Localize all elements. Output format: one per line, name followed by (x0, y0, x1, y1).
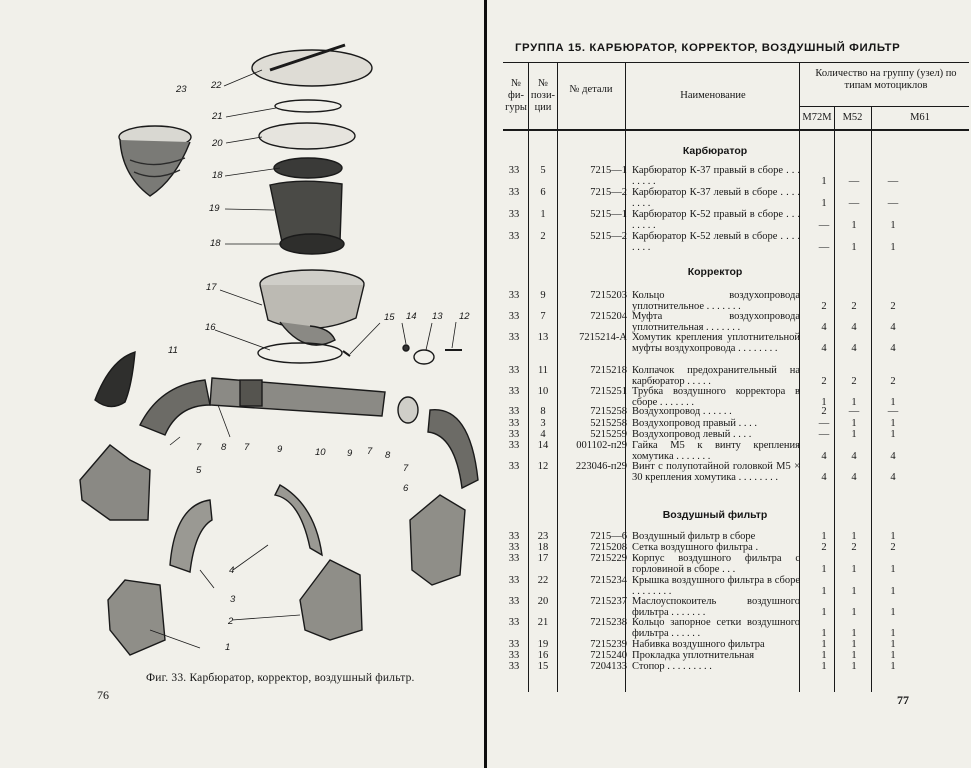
cell-detail-no: 7215214-А (579, 332, 627, 343)
cell-position-no: 16 (537, 650, 549, 661)
cell-qty-m72m: 2 (821, 301, 827, 312)
cell-detail-no: 7215237 (590, 596, 627, 607)
cell-position-no: 4 (540, 429, 546, 440)
cell-figure-no: 33 (508, 575, 520, 586)
table-col-line (528, 62, 529, 692)
oil-damper-illustration (259, 123, 355, 149)
page-number-left: 76 (97, 688, 109, 702)
cell-figure-no: 33 (508, 365, 520, 376)
cell-figure-no: 33 (508, 542, 520, 553)
cell-detail-no: 7215—6 (590, 531, 627, 542)
cell-qty-m61: 1 (890, 607, 896, 618)
cell-qty-m61: 1 (890, 418, 896, 429)
cell-qty-m72m: 1 (821, 586, 827, 597)
air-pipe-right-illustration (170, 500, 212, 572)
cell-qty-m61: 1 (890, 639, 896, 650)
lock-ring-illustration (275, 100, 341, 112)
cell-qty-m72m: — (818, 220, 830, 231)
cell-name: Крышка воздушного фильтра в сборе . . . . . . . . (632, 575, 800, 597)
cell-qty-m72m: 1 (821, 198, 827, 209)
table-rule-qty (799, 106, 969, 107)
stopper-illustration (343, 351, 350, 356)
cell-qty-m61: 4 (890, 451, 896, 462)
cell-qty-m52: 4 (851, 322, 857, 333)
cell-position-no: 10 (537, 386, 549, 397)
cell-detail-no: 7215240 (590, 650, 627, 661)
cell-position-no: 9 (540, 290, 546, 301)
cell-qty-m52: 1 (851, 531, 857, 542)
group-title: ГРУППА 15. КАРБЮРАТОР, КОРРЕКТОР, ВОЗДУШНЫЙ ФИЛЬТР (515, 42, 901, 54)
cell-name: Трубка воздушного корректора в сборе . . . . . . . (632, 386, 800, 408)
cell-position-no: 1 (540, 209, 546, 220)
callout-label: 7 (196, 442, 202, 453)
cell-qty-m61: — (887, 198, 899, 209)
cell-position-no: 3 (540, 418, 546, 429)
table-col-line (557, 62, 558, 692)
cell-position-no: 23 (537, 531, 549, 542)
cell-qty-m52: 1 (851, 220, 857, 231)
cell-name: Прокладка уплотнительная (632, 650, 755, 661)
cell-figure-no: 33 (508, 617, 520, 628)
cell-qty-m72m: 4 (821, 472, 827, 483)
cell-position-no: 2 (540, 231, 546, 242)
cell-figure-no: 33 (508, 290, 520, 301)
cell-name: Маслоуспокоитель воздушного фильтра . . . . . . . (632, 596, 800, 618)
cell-detail-no: 7215238 (590, 617, 627, 628)
cell-qty-m61: 1 (890, 586, 896, 597)
callout-label: 10 (315, 447, 326, 458)
cell-qty-m61: 2 (890, 301, 896, 312)
cell-detail-no: 7215—2 (590, 187, 627, 198)
cell-qty-m72m: 1 (821, 607, 827, 618)
cell-detail-no: 7204133 (590, 661, 627, 672)
cell-qty-m72m: 1 (821, 531, 827, 542)
air-filter-assembly-illustration (119, 126, 191, 196)
cell-figure-no: 33 (508, 639, 520, 650)
cell-name: Воздухопровод левый . . . . (632, 429, 752, 440)
cell-position-no: 14 (537, 440, 549, 451)
cell-qty-m72m: 4 (821, 451, 827, 462)
cell-name: Колпачок предохранительный на карбюратор . . . . . (632, 365, 800, 387)
cell-qty-m72m: 1 (821, 628, 827, 639)
cell-position-no: 12 (537, 461, 549, 472)
cell-detail-no: 7215203 (590, 290, 627, 301)
cell-detail-no: 7215208 (590, 542, 627, 553)
cell-figure-no: 33 (508, 596, 520, 607)
cell-qty-m52: — (848, 406, 860, 417)
cell-qty-m52: 1 (851, 397, 857, 408)
cell-name: Кольцо воздухопровода уплотнительное . . . . . . . (632, 290, 800, 312)
cell-qty-m61: 1 (890, 650, 896, 661)
nut-illustration (403, 345, 409, 351)
cell-position-no: 13 (537, 332, 549, 343)
callout-label: 7 (367, 446, 373, 457)
cell-qty-m61: — (887, 406, 899, 417)
cell-figure-no: 33 (508, 440, 520, 451)
cell-qty-m61: 2 (890, 376, 896, 387)
cell-position-no: 22 (537, 575, 549, 586)
cell-name: Воздушный фильтр в сборе (632, 531, 756, 542)
mesh-bottom-illustration (280, 234, 344, 254)
cell-qty-m72m: — (818, 429, 830, 440)
cell-figure-no: 33 (508, 429, 520, 440)
callout-label: 7 (244, 442, 250, 453)
header-m52: М52 (842, 112, 863, 123)
cell-qty-m72m: 1 (821, 397, 827, 408)
cell-qty-m52: 4 (851, 472, 857, 483)
header-m61: М61 (910, 112, 930, 123)
cell-figure-no: 33 (508, 332, 520, 343)
cap-illustration (95, 352, 135, 407)
clamp-illustration (414, 350, 434, 364)
header-detail-no: № детали (569, 84, 613, 95)
cell-position-no: 18 (537, 542, 549, 553)
cell-position-no: 15 (537, 661, 549, 672)
cell-qty-m52: — (848, 198, 860, 209)
cell-detail-no: 5215—1 (590, 209, 627, 220)
cell-name: Стопор . . . . . . . . . (632, 661, 712, 672)
section-title: Корректор (687, 266, 743, 278)
cell-qty-m72m: — (818, 242, 830, 253)
cell-qty-m61: 1 (890, 564, 896, 575)
cell-qty-m61: 4 (890, 322, 896, 333)
carburetor-illustrations (80, 445, 465, 655)
cell-name: Карбюратор К-52 левый в сборе . . . . . . . . (632, 231, 800, 253)
cell-detail-no: 7215251 (590, 386, 627, 397)
cell-qty-m52: 1 (851, 418, 857, 429)
cell-qty-m52: 1 (851, 650, 857, 661)
callout-label: 17 (206, 282, 217, 293)
callout-label: 4 (229, 565, 235, 576)
callout-label: 18 (212, 170, 223, 181)
cell-qty-m52: 1 (851, 661, 857, 672)
cell-qty-m61: — (887, 176, 899, 187)
cell-name: Корпус воздушного фильтра с горловиной в сборе . . . (632, 553, 800, 575)
cell-qty-m61: 1 (890, 661, 896, 672)
cell-qty-m52: 1 (851, 639, 857, 650)
cell-qty-m52: 4 (851, 343, 857, 354)
callout-label: 22 (211, 80, 222, 91)
cell-position-no: 19 (537, 639, 549, 650)
callout-label: 3 (230, 594, 236, 605)
cell-qty-m61: 4 (890, 343, 896, 354)
table-rule-top (503, 62, 969, 63)
cell-position-no: 6 (540, 187, 546, 198)
cell-detail-no: 5215258 (590, 418, 627, 429)
cell-detail-no: 001102-п29 (576, 440, 627, 451)
cell-detail-no: 7215258 (590, 406, 627, 417)
cell-name: Карбюратор К-37 левый в сборе . . . . . . . . (632, 187, 800, 209)
cell-name: Карбюратор К-37 правый в сборе . . . . . . . . (632, 165, 800, 187)
callout-label: 23 (176, 84, 187, 95)
cell-qty-m61: 1 (890, 429, 896, 440)
cell-position-no: 5 (540, 165, 546, 176)
exploded-view-diagram (0, 0, 484, 768)
callout-label: 11 (168, 345, 178, 356)
cell-detail-no: 7215204 (590, 311, 627, 322)
callout-label: 8 (221, 442, 227, 453)
cell-qty-m52: 2 (851, 542, 857, 553)
cell-qty-m61: 1 (890, 242, 896, 253)
cell-figure-no: 33 (508, 553, 520, 564)
header-figure-no: № фи- гуры (505, 78, 527, 113)
cell-figure-no: 33 (508, 165, 520, 176)
cell-qty-m52: 1 (851, 564, 857, 575)
section-title: Карбюратор (682, 145, 748, 157)
cell-qty-m61: 1 (890, 220, 896, 231)
cell-qty-m52: 2 (851, 376, 857, 387)
cell-qty-m52: 1 (851, 242, 857, 253)
cell-qty-m52: — (848, 176, 860, 187)
cell-figure-no: 33 (508, 406, 520, 417)
cell-position-no: 11 (537, 365, 549, 376)
cell-detail-no: 7215218 (590, 365, 627, 376)
callout-label: 8 (385, 450, 391, 461)
air-pipe-left-illustration (275, 485, 322, 555)
cell-figure-no: 33 (508, 209, 520, 220)
callout-label: 20 (212, 138, 223, 149)
cell-detail-no: 7215234 (590, 575, 627, 586)
cell-position-no: 17 (537, 553, 549, 564)
cell-qty-m72m: 4 (821, 322, 827, 333)
cell-name: Карбюратор К-52 правый в сборе . . . . . . . . (632, 209, 800, 231)
cell-qty-m72m: 1 (821, 564, 827, 575)
cell-name: Гайка М5 к винту крепления хомутика . . . . . . . (632, 440, 800, 462)
cell-qty-m72m: — (818, 418, 830, 429)
cell-name: Сетка воздушного фильтра . (632, 542, 759, 553)
left-page (0, 0, 484, 768)
header-position-no: № пози- ции (530, 78, 556, 113)
cell-position-no: 21 (537, 617, 549, 628)
parts-table (487, 0, 971, 768)
cell-qty-m72m: 1 (821, 639, 827, 650)
cell-qty-m72m: 2 (821, 406, 827, 417)
cell-figure-no: 33 (508, 650, 520, 661)
cell-figure-no: 33 (508, 187, 520, 198)
cell-qty-m61: 1 (890, 531, 896, 542)
cell-detail-no: 7215239 (590, 639, 627, 650)
gasket-illustration (258, 343, 342, 363)
cell-figure-no: 33 (508, 661, 520, 672)
cell-position-no: 20 (537, 596, 549, 607)
callout-label: 21 (212, 111, 223, 122)
cell-name: Воздухопровод правый . . . . (632, 418, 757, 429)
cell-figure-no: 33 (508, 531, 520, 542)
callout-label: 12 (459, 311, 470, 322)
table-rule-header (503, 129, 969, 131)
cell-qty-m52: 1 (851, 607, 857, 618)
callout-label: 15 (384, 312, 395, 323)
cell-qty-m52: 1 (851, 586, 857, 597)
table-col-line (871, 106, 872, 692)
cell-detail-no: 5215259 (590, 429, 627, 440)
cell-position-no: 8 (540, 406, 546, 417)
callout-label: 16 (205, 322, 216, 333)
cell-name: Хомутик крепления уплотнительной муфты воздухопровода . . . . . . . . (632, 332, 800, 354)
cell-qty-m61: 1 (890, 628, 896, 639)
cell-figure-no: 33 (508, 418, 520, 429)
cell-name: Набивка воздушного фильтра (632, 639, 765, 650)
cell-qty-m61: 2 (890, 542, 896, 553)
cell-qty-m72m: 2 (821, 376, 827, 387)
cell-name: Винт с полупотайной головкой М5 × 30 крепления хомутика . . . . . . . . (632, 461, 800, 483)
callout-label: 9 (347, 448, 353, 459)
right-page (487, 0, 971, 768)
cell-figure-no: 33 (508, 461, 520, 472)
callout-label: 2 (228, 616, 234, 627)
cell-detail-no: 7215229 (590, 553, 627, 564)
callout-label: 18 (210, 238, 221, 249)
header-name: Наименование (680, 90, 746, 101)
cell-figure-no: 33 (508, 386, 520, 397)
cell-qty-m61: 4 (890, 472, 896, 483)
cell-qty-m72m: 2 (821, 542, 827, 553)
header-m72m: М72М (802, 112, 832, 123)
callout-label: 7 (403, 463, 409, 474)
cell-detail-no: 7215—1 (590, 165, 627, 176)
cell-qty-m52: 1 (851, 429, 857, 440)
cell-position-no: 7 (540, 311, 546, 322)
callout-label: 13 (432, 311, 443, 322)
callout-label: 5 (196, 465, 202, 476)
filter-body-illustration (260, 270, 364, 345)
figure-caption: Фиг. 33. Карбюратор, корректор, воздушный фильтр. (146, 672, 415, 684)
cell-qty-m72m: 4 (821, 343, 827, 354)
cell-qty-m52: 2 (851, 301, 857, 312)
corrector-tube-illustration (140, 378, 478, 488)
cell-detail-no: 223046-п29 (575, 461, 627, 472)
callout-label: 9 (277, 444, 283, 455)
cell-name: Муфта воздухопровода уплотнительная . . . . . . . (632, 311, 800, 333)
cell-name: Воздухопровод . . . . . . (632, 406, 732, 417)
page-number-right: 77 (897, 693, 909, 707)
cell-qty-m52: 1 (851, 628, 857, 639)
callout-label: 19 (209, 203, 220, 214)
cell-qty-m72m: 1 (821, 661, 827, 672)
filter-cover-illustration (252, 45, 372, 86)
header-quantity: Количество на группу (узел) по типам мотоциклов (815, 68, 957, 91)
mesh-top-illustration (274, 158, 342, 178)
cell-qty-m61: 1 (890, 397, 896, 408)
callout-label: 14 (406, 311, 417, 322)
cell-name: Кольцо запорное сетки воздушного фильтра . . . . . . (632, 617, 800, 639)
callout-label: 1 (225, 642, 231, 653)
cell-qty-m72m: 1 (821, 176, 827, 187)
cell-qty-m52: 4 (851, 451, 857, 462)
callout-label: 6 (403, 483, 409, 494)
cell-figure-no: 33 (508, 231, 520, 242)
cell-qty-m72m: 1 (821, 650, 827, 661)
cell-figure-no: 33 (508, 311, 520, 322)
cell-detail-no: 5215—2 (590, 231, 627, 242)
section-title: Воздушный фильтр (662, 509, 768, 521)
